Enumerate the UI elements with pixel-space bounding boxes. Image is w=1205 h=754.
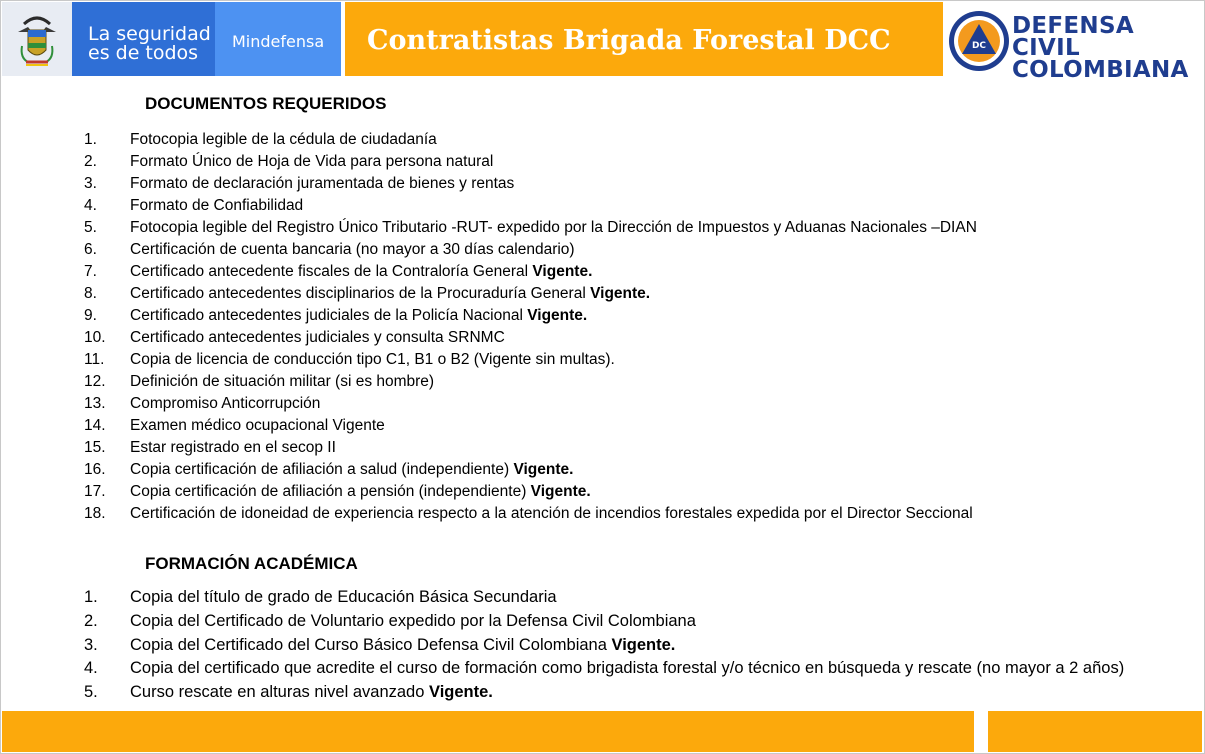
list-item-text xyxy=(130,153,493,171)
list-item-body: Copia del Certificado del Curso Básico Defensa Civil Colombiana xyxy=(130,635,612,654)
list-item-body: Fotocopia legible del Registro Único Tributario -RUT- expedido por la Dirección de Impuestos y Aduanas Nacionales –DIAN xyxy=(130,219,977,236)
vigente-label: Vigente. xyxy=(513,461,574,478)
list-item-text xyxy=(130,175,514,193)
section-title-formacion: FORMACIÓN ACADÉMICA xyxy=(145,554,358,573)
list-item-body: Certificado antecedentes disciplinarios de la Procuraduría General xyxy=(130,285,591,302)
page-title: Contratistas Brigada Forestal DCC xyxy=(367,25,891,56)
list-item-number: 13. xyxy=(84,395,106,412)
vigente-label: Vigente. xyxy=(530,483,591,500)
list-item-number: 15. xyxy=(84,439,106,456)
list-item-body: Estar registrado en el secop II xyxy=(130,439,336,456)
colombia-coat-of-arms xyxy=(2,2,72,76)
list-item-body: Copia del certificado que acredite el curso de formación como brigadista forestal y/o técnico en búsqueda y rescate (no mayor a 2 años) xyxy=(130,659,1125,678)
government-slogan-panel xyxy=(72,2,215,76)
list-item-body: Certificado antecedente fiscales de la Contraloría General xyxy=(130,263,533,280)
list-item-body: Fotocopia legible de la cédula de ciudadanía xyxy=(130,131,437,148)
list-item-text xyxy=(130,241,575,259)
vigente-label: Vigente. xyxy=(532,263,593,280)
list-item-number: 2. xyxy=(84,153,97,170)
list-item-body: Copia certificación de afiliación a pensión (independiente) xyxy=(130,483,531,500)
list-item-number: 5. xyxy=(84,683,98,702)
list-item-number: 4. xyxy=(84,659,98,678)
list-item-body: Certificado antecedentes judiciales de la Policía Nacional xyxy=(130,307,528,324)
list-item-number: 2. xyxy=(84,611,98,630)
list-item-text xyxy=(130,285,650,303)
list-item-body: Formato de Confiabilidad xyxy=(130,197,304,214)
list-item-number: 8. xyxy=(84,285,97,302)
list-item-text xyxy=(130,588,557,607)
list-item-number: 12. xyxy=(84,373,106,390)
list-item-text xyxy=(130,461,573,479)
slogan-line-2: es de todos xyxy=(88,42,199,64)
logo-center-text: DC xyxy=(971,41,987,51)
list-item-text xyxy=(130,505,973,523)
list-item-number: 7. xyxy=(84,263,97,280)
vigente-label: Vigente. xyxy=(611,635,676,654)
list-item-number: 6. xyxy=(84,241,97,258)
list-item-body: Examen médico ocupacional Vigente xyxy=(130,417,385,434)
list-item-number: 3. xyxy=(84,635,98,654)
footer-bar-left xyxy=(2,711,974,752)
list-item-text xyxy=(130,612,696,631)
section-title-documentos: DOCUMENTOS REQUERIDOS xyxy=(145,94,387,113)
list-item-number: 4. xyxy=(84,197,97,214)
list-item-text xyxy=(130,307,587,325)
list-item-text xyxy=(130,263,592,281)
list-item-body: Definición de situación militar (si es hombre) xyxy=(130,373,435,390)
vigente-label: Vigente. xyxy=(429,683,493,702)
ministry-panel xyxy=(215,2,341,76)
list-item-body: Copia de licencia de conducción tipo C1, B1 o B2 (Vigente sin multas). xyxy=(130,351,615,368)
list-item-text xyxy=(130,659,1124,678)
list-item-body: Certificado antecedentes judiciales y consulta SRNMC xyxy=(130,329,505,346)
vigente-label: Vigente. xyxy=(590,285,651,302)
list-item-number: 9. xyxy=(84,307,97,324)
ministry-label: Mindefensa xyxy=(232,32,325,51)
footer-bar-right xyxy=(988,711,1202,752)
list-item-body: Certificación de idoneidad de experiencia respecto a la atención de incendios forestales expedida por el Director Seccional xyxy=(130,505,973,522)
title-bar xyxy=(345,2,943,76)
brand-name xyxy=(1012,15,1205,81)
list-item-body: Copia del título de grado de Educación Básica Secundaria xyxy=(130,588,557,606)
list-item-number: 17. xyxy=(84,483,106,500)
list-item-text xyxy=(130,683,493,702)
list-item-text xyxy=(130,439,336,457)
slogan-line-1: La seguridad xyxy=(88,23,211,45)
coat-of-arms-icon xyxy=(2,2,72,76)
list-item-text xyxy=(130,329,505,347)
list-item-text xyxy=(130,219,977,237)
defensa-civil-logo-icon xyxy=(948,10,1010,72)
list-item-body: Curso rescate en alturas nivel avanzado xyxy=(130,683,429,702)
list-item-number: 14. xyxy=(84,417,106,434)
list-item-number: 10. xyxy=(84,329,106,346)
list-item-text xyxy=(130,395,320,413)
list-item-body: Formato Único de Hoja de Vida para persona natural xyxy=(130,153,494,170)
list-item-text xyxy=(130,373,434,391)
header xyxy=(0,0,1205,83)
list-item-text xyxy=(130,483,591,501)
list-item-number: 11. xyxy=(84,351,105,368)
list-item-body: Copia del Certificado de Voluntario expedido por la Defensa Civil Colombiana xyxy=(130,611,696,630)
brand-line-1: DEFENSA CIVIL xyxy=(1012,13,1134,61)
list-item-number: 18. xyxy=(84,505,106,522)
list-item-text xyxy=(130,417,385,435)
list-item-number: 5. xyxy=(84,219,97,236)
list-item-body: Formato de declaración juramentada de bienes y rentas xyxy=(130,175,515,192)
list-item-text xyxy=(130,131,437,149)
brand-line-2: COLOMBIANA xyxy=(1012,57,1189,83)
list-item-body: Certificación de cuenta bancaria (no mayor a 30 días calendario) xyxy=(130,241,575,258)
list-item-text xyxy=(130,197,303,215)
list-item-number: 3. xyxy=(84,175,97,192)
list-item-number: 16. xyxy=(84,461,106,478)
list-item-number: 1. xyxy=(84,131,97,148)
list-item-body: Copia certificación de afiliación a salud (independiente) xyxy=(130,461,514,478)
list-item-number: 1. xyxy=(84,588,98,606)
list-item-text xyxy=(130,351,615,369)
list-item-body: Compromiso Anticorrupción xyxy=(130,395,321,412)
list-item-text xyxy=(130,636,675,655)
vigente-label: Vigente. xyxy=(527,307,588,324)
